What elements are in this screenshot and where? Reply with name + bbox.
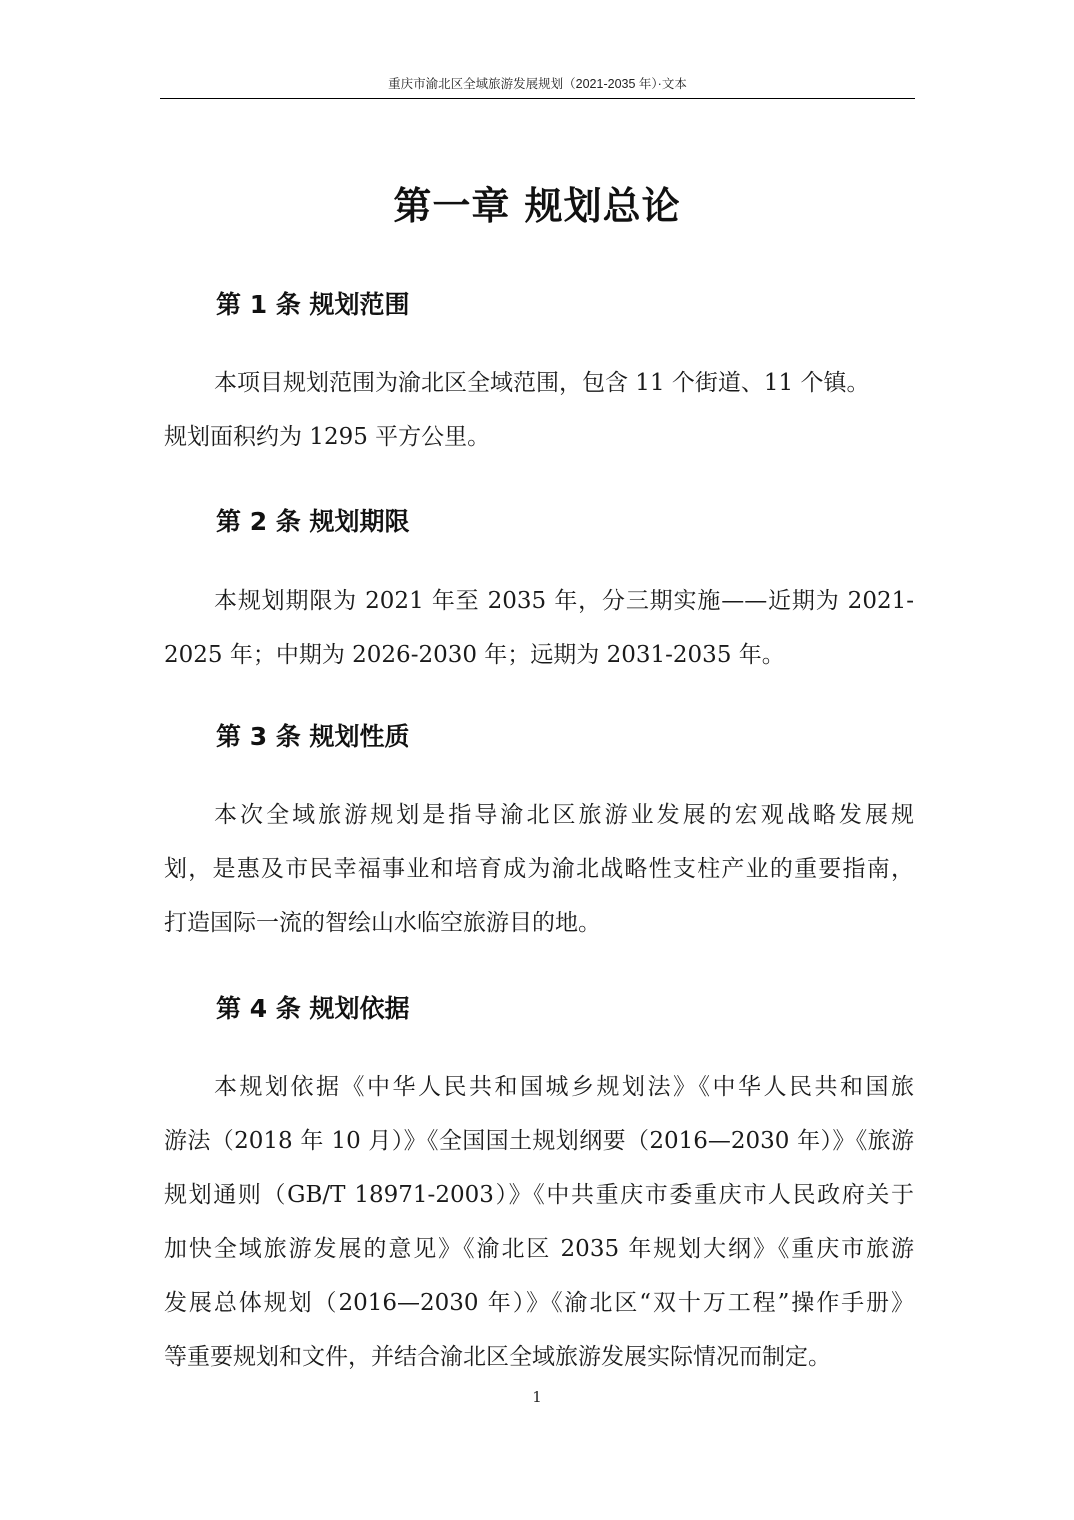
article-2-body xyxy=(164,574,914,682)
article-4-line-3: 规划通则（GB/T 18971-2003）》《中共重庆市委重庆市人民政府关于 xyxy=(164,1182,914,1208)
article-3-heading: 第 3 条 规划性质 xyxy=(216,722,410,751)
article-1-heading: 第 1 条 规划范围 xyxy=(216,290,410,319)
chapter-title: 第一章 规划总论 xyxy=(393,184,681,228)
page-number: 1 xyxy=(532,1388,542,1406)
article-1-body xyxy=(164,356,914,464)
article-4-line-5: 发展总体规划（2016—2030 年）》《渝北区“双十万工程”操作手册》 xyxy=(164,1290,914,1316)
article-3-line-2: 划，是惠及市民幸福事业和培育成为渝北战略性支柱产业的重要指南， xyxy=(164,856,914,882)
article-1-line-2: 规划面积约为 1295 平方公里。 xyxy=(164,424,491,450)
article-3-line-1: 本次全域旅游规划是指导渝北区旅游业发展的宏观战略发展规 xyxy=(214,802,914,828)
article-1-line-1: 本项目规划范围为渝北区全域范围，包含 11 个街道、11 个镇。 xyxy=(214,370,870,396)
article-4-line-2: 游法（2018 年 10 月）》《全国国土规划纲要（2016—2030 年）》《旅游 xyxy=(164,1128,914,1154)
article-3-body xyxy=(164,788,914,950)
article-4-line-1: 本规划依据《中华人民共和国城乡规划法》《中华人民共和国旅 xyxy=(214,1074,914,1100)
article-4-line-6: 等重要规划和文件，并结合渝北区全域旅游发展实际情况而制定。 xyxy=(164,1344,831,1370)
article-2-line-2: 2025 年；中期为 2026-2030 年；远期为 2031-2035 年。 xyxy=(164,642,785,668)
running-header: 重庆市渝北区全域旅游发展规划（2021-2035 年）·文本 xyxy=(160,74,915,99)
article-4-line-4: 加快全域旅游发展的意见》《渝北区 2035 年规划大纲》《重庆市旅游 xyxy=(164,1236,914,1262)
article-4-body xyxy=(164,1060,914,1384)
article-2-heading: 第 2 条 规划期限 xyxy=(216,507,410,536)
article-3-line-3: 打造国际一流的智绘山水临空旅游目的地。 xyxy=(164,910,601,936)
article-4-heading: 第 4 条 规划依据 xyxy=(216,994,410,1023)
article-2-line-1: 本规划期限为 2021 年至 2035 年，分三期实施——近期为 2021- xyxy=(214,588,914,614)
